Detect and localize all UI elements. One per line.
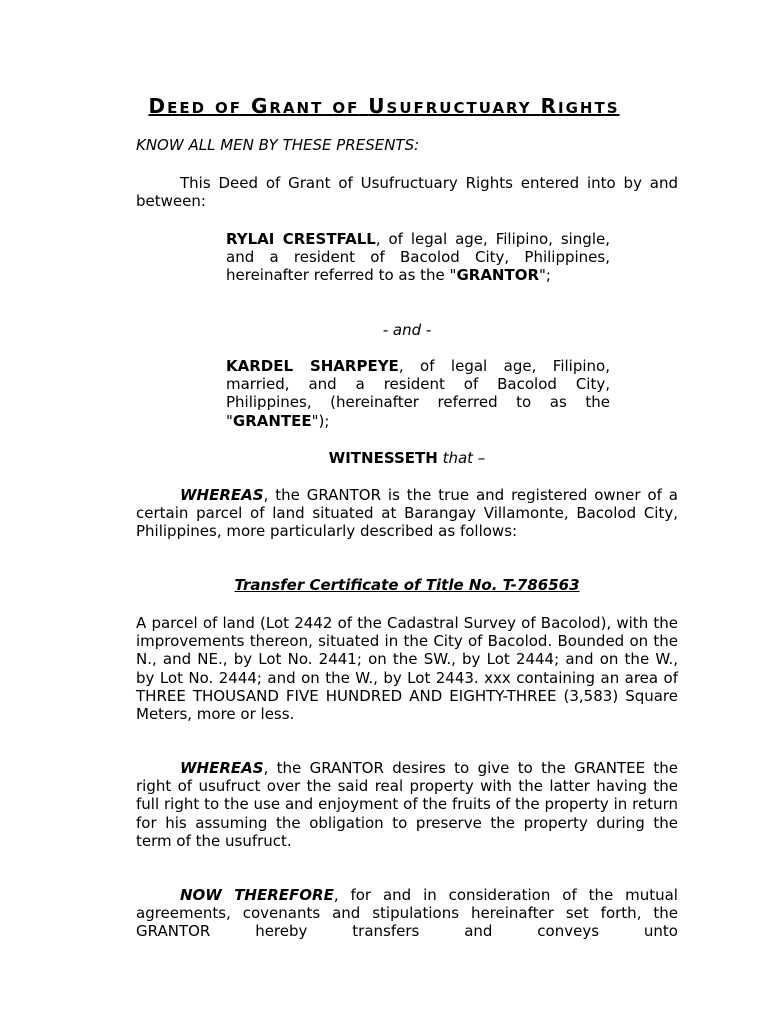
- tct-heading: Transfer Certificate of Title No. T-786563: [234, 576, 580, 594]
- document-title: [0, 94, 768, 120]
- grantee-role: GRANTEE: [232, 411, 312, 430]
- whereas-paragraph-2: WHEREAS, the GRANTOR desires to give to the GRANTEE the right of usufruct over the said real property with the latter having the full right to the use and enjoyment of the fruits of the property in return for his assuming the obligation to preserve the property during the term of the usufruct.: [136, 759, 678, 850]
- opening-paragraph: This Deed of Grant of Usufructuary Rights entered into by and between:: [136, 174, 678, 211]
- grantor-paragraph: RYLAI CRESTFALL, of legal age, Filipino, single, and a resident of Bacolod City, Philippines, hereinafter referred to as the "GRANTOR";: [226, 230, 610, 285]
- grantee-name: KARDEL SHARPEYE: [226, 357, 399, 375]
- witnesseth-heading: WITNESSETH that –: [328, 449, 486, 467]
- title-word-6: RIGHTS: [540, 94, 620, 118]
- now-therefore-paragraph: NOW THEREFORE, for and in consideration of the mutual agreements, covenants and stipulations hereinafter set forth, the GRANTOR hereby transfers and conveys unto: [136, 886, 678, 941]
- and-separator: - and -: [382, 321, 432, 339]
- title-word-4: OF: [332, 99, 360, 117]
- title-word-3: GRANT: [250, 94, 324, 118]
- whereas-paragraph-1: WHEREAS, the GRANTOR is the true and registered owner of a certain parcel of land situated at Barangay Villamonte, Bacolod City, Philippines, more particularly described as follows:: [136, 486, 678, 541]
- title-word-1: DEED: [148, 94, 207, 118]
- grantee-paragraph: KARDEL SHARPEYE, of legal age, Filipino, married, and a resident of Bacolod City, Philippines, (hereinafter referred to as the "GRANTEE");: [226, 357, 610, 430]
- grantor-role: GRANTOR: [456, 266, 540, 285]
- parcel-description: A parcel of land (Lot 2442 of the Cadastral Survey of Bacolod), with the improvements thereon, situated in the City of Bacolod. Bounded on the N., and NE., by Lot No. 2441; on the SW., by Lot 2444; and on the W., by Lot No. 2444; and on the W., by Lot 2443. xxx containing an area of THREE THOUSAND FIVE HUNDRED AND EIGHTY-THREE (3,583) Square Meters, more or less.: [136, 614, 678, 724]
- title-word-5: USUFRUCTUARY: [368, 94, 532, 118]
- grantor-name: RYLAI CRESTFALL: [226, 230, 376, 248]
- title-word-2: OF: [215, 99, 242, 117]
- intro-line: KNOW ALL MEN BY THESE PRESENTS:: [136, 136, 420, 154]
